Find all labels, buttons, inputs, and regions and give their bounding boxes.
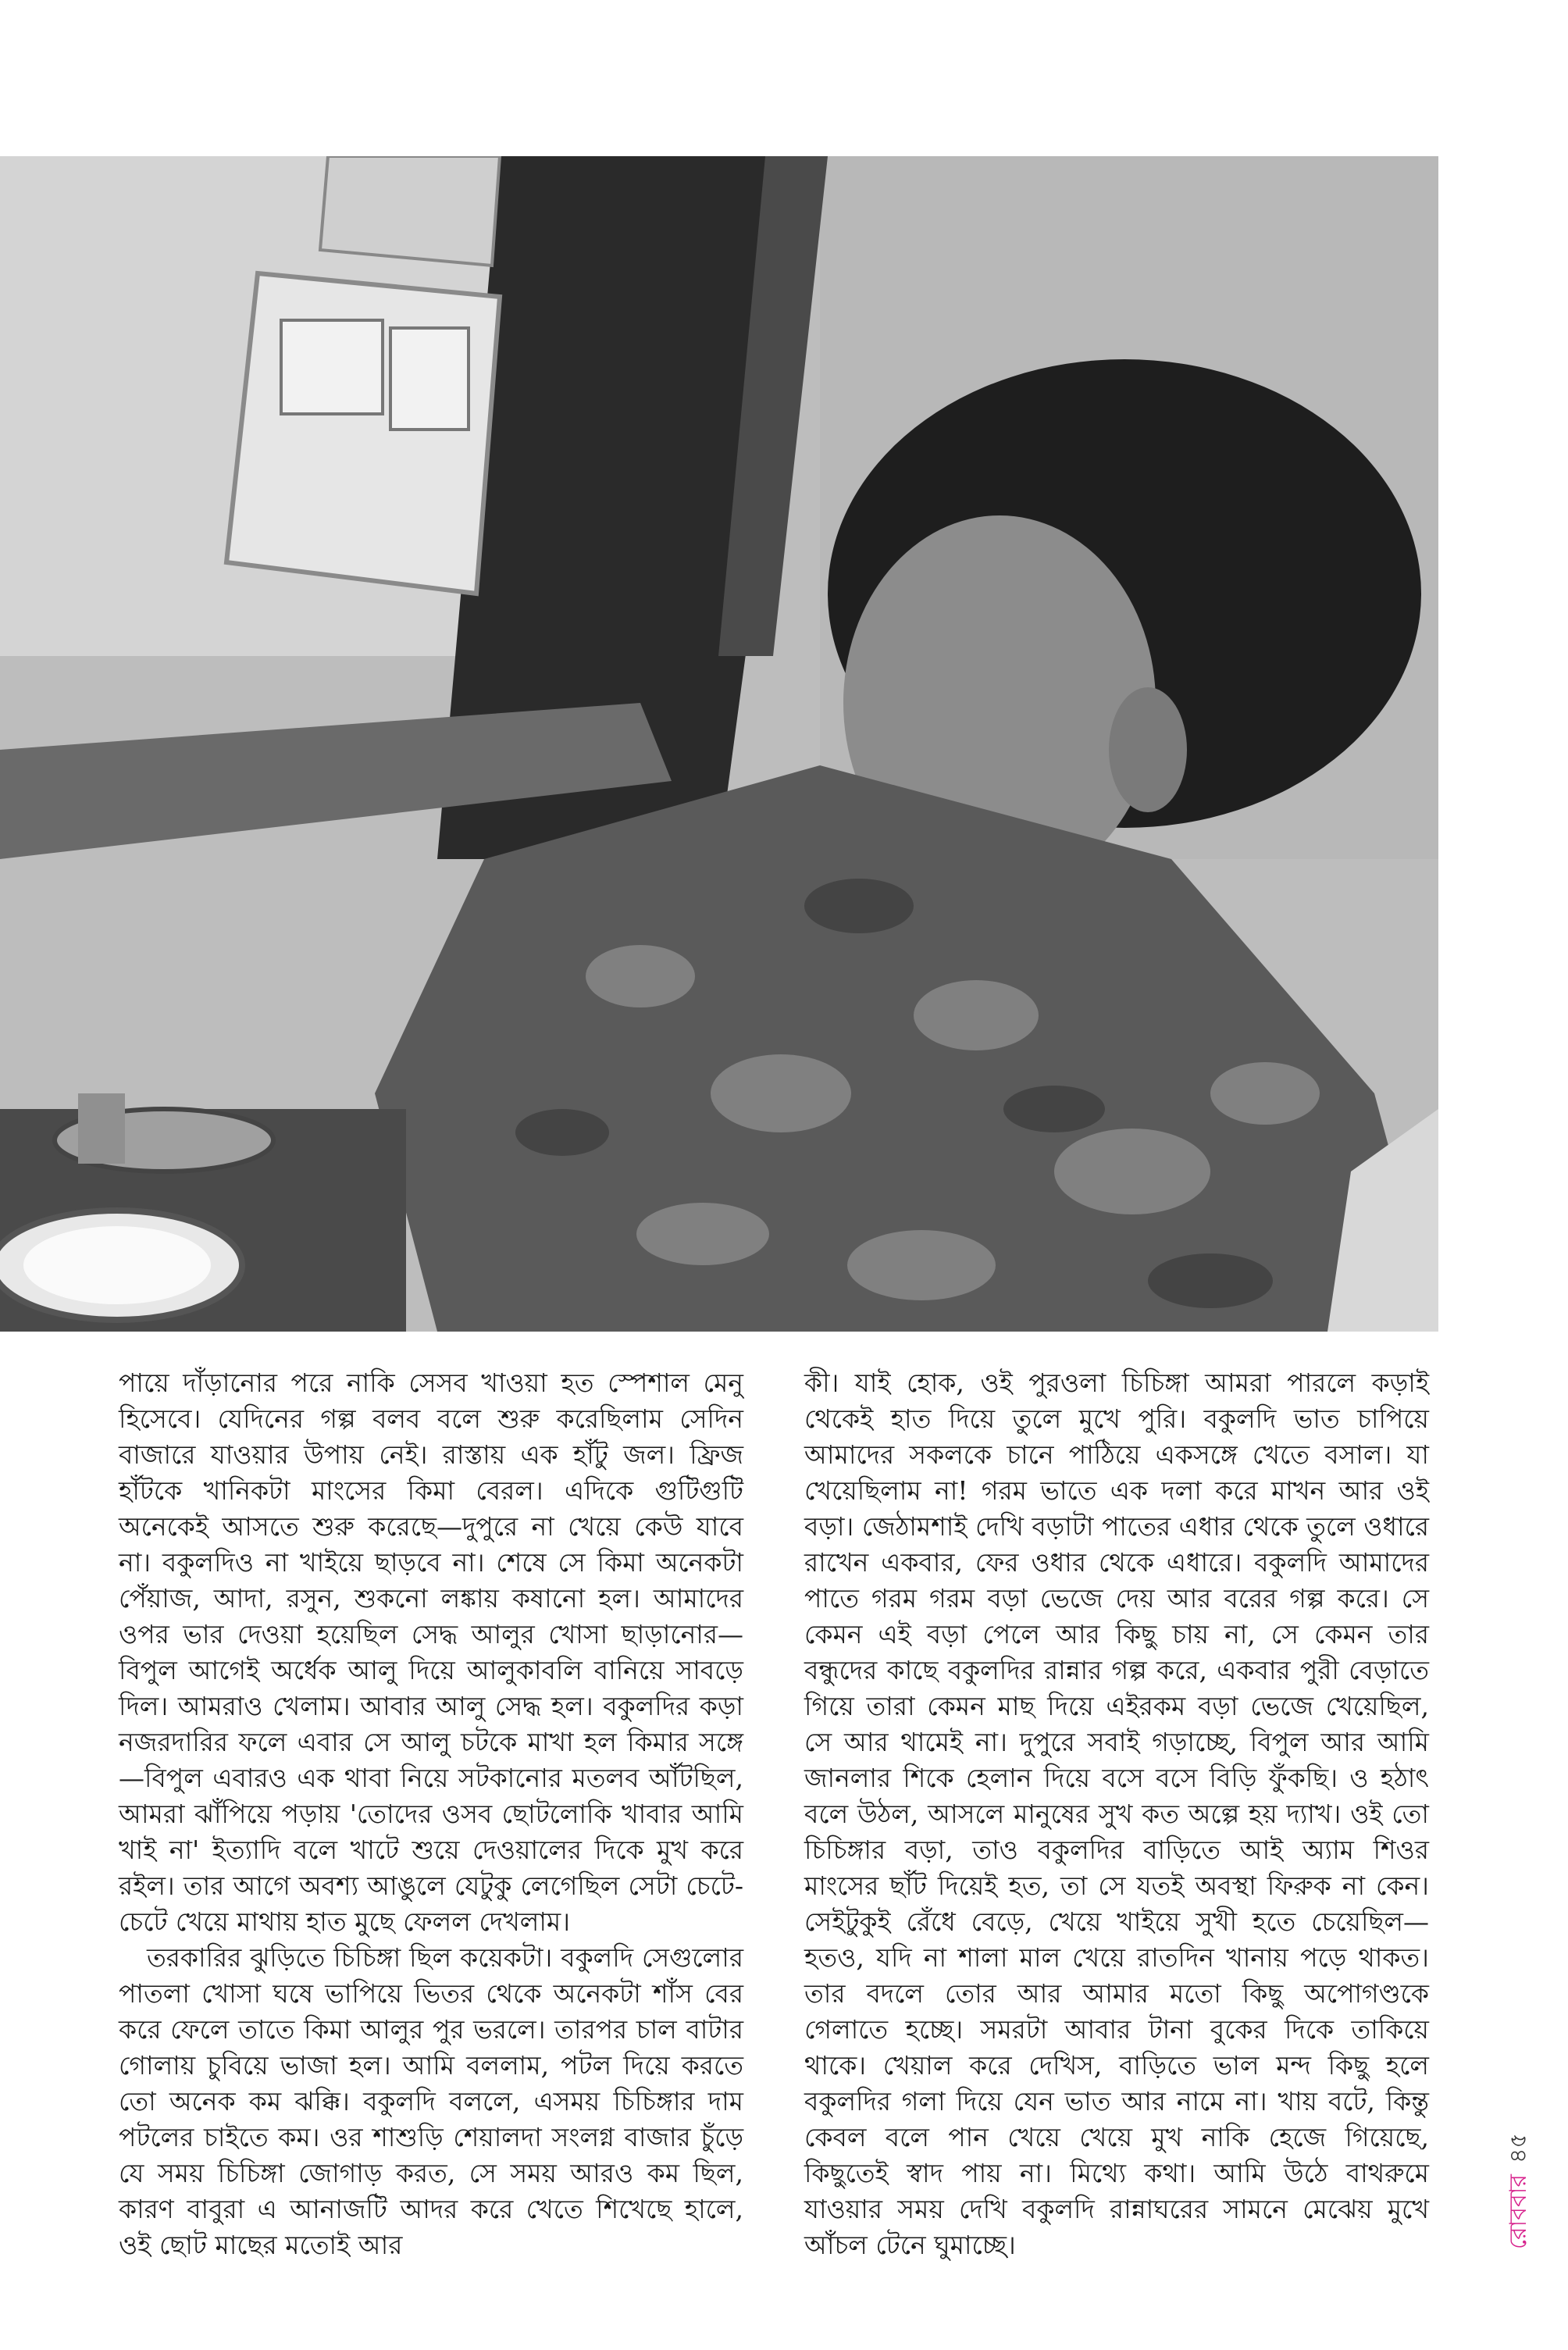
article-photo: [0, 156, 1438, 1332]
article-column-right: [804, 1365, 1429, 2263]
article-paragraph: তরকারির ঝুড়িতে চিচিঙ্গা ছিল কয়েকটা। বকুলদি সেগুলোর পাতলা খোসা ঘষে ভাপিয়ে ভিতর থেকে অনেকটা শাঁস বের করে ফেলে তাতে কিমা আলুর পুর ভরলে। তারপর চাল বাটার গোলায় চুবিয়ে ভাজা হল। আমি বললাম, পটল দিয়ে করতে তো অনেক কম ঝক্কি। বকুলদি বললে, এসময় চিচিঙ্গার দাম পটলের চাইতে কম। ওর শাশুড়ি শেয়ালদা সংলগ্ন বাজার চুঁড়ে যে সময় চিচিঙ্গা জোগাড় করত, সে সময় আরও কম ছিল, কারণ বাবুরা এ আনাজটি আদর করে খেতে শিখেছে হালে, ওই ছোট মাছের মতোই আর: [119, 1942, 743, 2260]
page-folio: [1499, 2133, 1539, 2249]
article-paragraph: পায়ে দাঁড়ানোর পরে নাকি সেসব খাওয়া হত স্পেশাল মেনু হিসেবে। যেদিনের গল্প বলব বলে শুরু করেছিলাম সেদিন বাজারে যাওয়ার উপায় নেই। রাস্তায় এক হাঁটু জল। ফ্রিজ হাঁটকে খানিকটা মাংসের কিমা বেরল। এদিকে গুটিগুটি অনেকেই আসতে শুরু করেছে—দুপুরে না খেয়ে কেউ যাবে না। বকুলদিও না খাইয়ে ছাড়বে না। শেষে সে কিমা অনেকটা পেঁয়াজ, আদা, রসুন, শুকনো লঙ্কায় কষানো হল। আমাদের ওপর ভার দেওয়া হয়েছিল সেদ্ধ আলুর খোসা ছাড়ানোর—বিপুল আগেই অর্ধেক আলু দিয়ে আলুকাবলি বানিয়ে সাবড়ে দিল। আমরাও খেলাম। আবার আলু সেদ্ধ হল। বকুলদির কড়া নজরদারির ফলে এবার সে আলু চটকে মাখা হল কিমার সঙ্গে—বিপুল এবারও এক থাবা নিয়ে সটকানোর মতলব আঁটছিল, আমরা ঝাঁপিয়ে পড়ায় 'তোদের ওসব ছোটলোকি খাবার আমি খাই না' ইত্যাদি বলে খাটে শুয়ে দেওয়ালের দিকে মুখ করে রইল। তার আগে অবশ্য আঙুলে যেটুকু লেগেছিল সেটা চেটে-চেটে খেয়ে মাথায় হাত মুছে ফেলল দেখলাম।: [119, 1368, 743, 1937]
magazine-name: রোববার: [1505, 2174, 1532, 2249]
article-paragraph: কী। যাই হোক, ওই পুরওলা চিচিঙ্গা আমরা পারলে কড়াই থেকেই হাত দিয়ে তুলে মুখে পুরি। বকুলদি ভাত চাপিয়ে আমাদের সকলকে চানে পাঠিয়ে একসঙ্গে খেতে বসাল। যা খেয়েছিলাম না! গরম ভাতে এক দলা করে মাখন আর ওই বড়া। জেঠামশাই দেখি বড়াটা পাতের এধার থেকে তুলে ওধারে রাখেন একবার, ফের ওধার থেকে এধারে। বকুলদি আমাদের পাতে গরম গরম বড়া ভেজে দেয় আর বরের গল্প করে। সে কেমন এই বড়া পেলে আর কিছু চায় না, সে কেমন তার বন্ধুদের কাছে বকুলদির রান্নার গল্প করে, একবার পুরী বেড়াতে গিয়ে তারা কেমন মাছ দিয়ে এইরকম বড়া ভেজে খেয়েছিল, সে আর থামেই না। দুপুরে সবাই গড়াচ্ছে, বিপুল আর আমি জানলার শিকে হেলান দিয়ে বসে বসে বিড়ি ফুঁকছি। ও হঠাৎ বলে উঠল, আসলে মানুষের সুখ কত অল্পে হয় দ্যাখ। ওই তো চিচিঙ্গার বড়া, তাও বকুলদির বাড়িতে আই অ্যাম শিওর মাংসের ছাঁট দিয়েই হত, তা সে যতই অবস্থা ফিরুক না কেন। সেইটুকুই রেঁধে বেড়ে, খেয়ে খাইয়ে সুখী হতে চেয়েছিল—হতও, যদি না শালা মাল খেয়ে রাতদিন খানায় পড়ে থাকত। তার বদলে তোর আর আমার মতো কিছু অপোগণ্ডকে গেলাতে হচ্ছে। সমরটা আবার টানা বুকের দিকে তাকিয়ে থাকে। খেয়াল করে দেখিস, বাড়িতে ভাল মন্দ কিছু হলে বকুলদির গলা দিয়ে যেন ভাত আর নামে না। খায় বটে, কিন্তু কেবল বলে পান খেয়ে খেয়ে মুখ নাকি হেজে গিয়েছে, কিছুতেই স্বাদ পায় না। মিথ্যে কথা। আমি উঠে বাথরুমে যাওয়ার সময় দেখি বকুলদি রান্নাঘরের সামনে মেঝেয় মুখে আঁচল টেনে ঘুমাচ্ছে।: [804, 1368, 1429, 2260]
article-column-left: [119, 1365, 743, 2263]
woman-cooking-photo-icon: [0, 156, 1438, 1332]
page-number: ৪৫: [1505, 2133, 1532, 2164]
